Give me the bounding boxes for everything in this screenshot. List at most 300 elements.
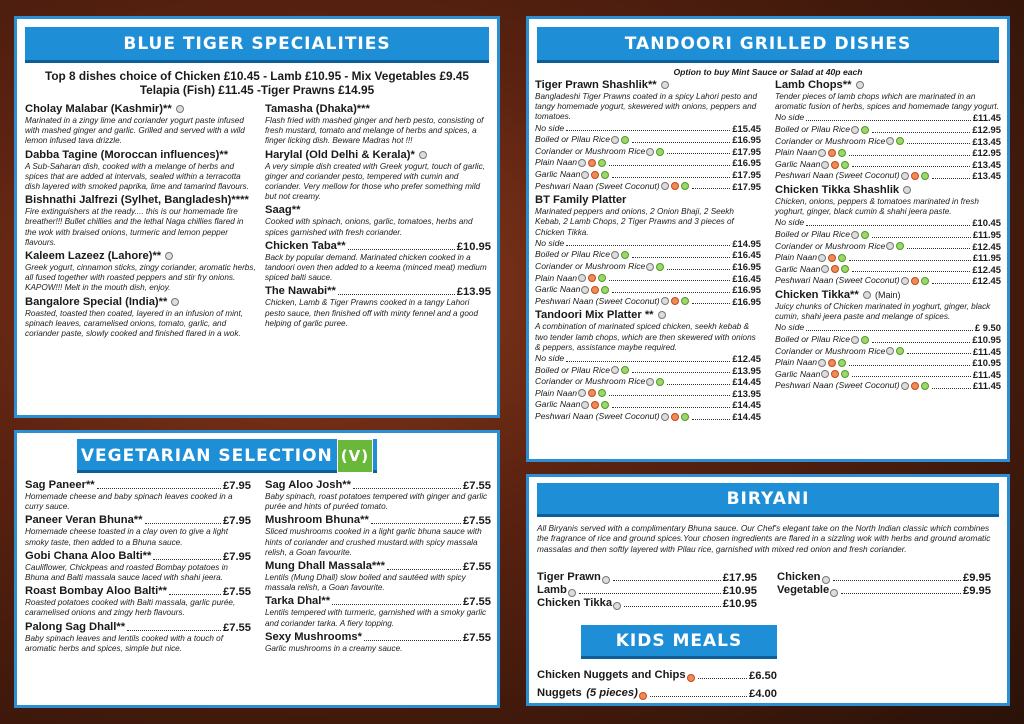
menu-item xyxy=(775,79,1001,182)
dot-leader xyxy=(624,606,721,607)
price-row-price: £10.95 xyxy=(972,357,1001,369)
price-row xyxy=(535,411,761,423)
dish-price: £7.55 xyxy=(463,480,491,492)
price-row-price: £14.45 xyxy=(732,376,761,388)
biryani-left-column xyxy=(537,571,757,610)
price-row-label: Boiled or Pilau Rice xyxy=(775,229,870,241)
price-row-price: £13.45 xyxy=(972,170,1001,182)
dot-leader xyxy=(153,559,221,560)
price-row-price: £16.95 xyxy=(732,295,761,307)
dot-leader xyxy=(387,569,461,570)
tandoori-panel xyxy=(526,16,1010,462)
price-row-price: £13.95 xyxy=(732,364,761,376)
price-row xyxy=(775,334,1001,346)
dietary-icon xyxy=(578,159,586,167)
dietary-icon xyxy=(831,161,839,169)
dish-description: Fire extinguishers at the ready.... this is our homemade fire breather!!! Bullet chillies and the lethal Naga chillies flared in the wok with braised onions, turmeric and lemon pepper flavours. xyxy=(25,207,244,247)
dish-name: Tiger Prawn xyxy=(537,571,601,583)
dot-leader xyxy=(667,153,730,154)
dietary-icon xyxy=(828,359,836,367)
price-row xyxy=(535,249,761,261)
dish-description: Chicken, onions, peppers & tomatoes marinated in fresh yoghurt, ginger, black cumin & shahi jeera paste. xyxy=(775,196,979,217)
price-row-price: £12.45 xyxy=(732,352,761,364)
menu-item xyxy=(265,103,491,147)
price-row-label: Plain Naan xyxy=(775,147,847,159)
price-row-label: Plain Naan xyxy=(535,273,607,285)
price-row-price: £16.95 xyxy=(732,157,761,169)
dot-leader xyxy=(872,132,970,133)
dietary-icon xyxy=(588,274,596,282)
menu-item xyxy=(25,103,257,147)
dish-description: Cauliflower, Chickpeas and roasted Bombay potatoes in Bhuna and Balti massala sauce laced with shahi jeera. xyxy=(25,562,228,583)
price-row-price: £11.45 xyxy=(972,368,1001,380)
info-icon xyxy=(903,186,911,194)
price-row xyxy=(535,365,761,377)
dish-price: £13.95 xyxy=(456,286,491,299)
info-icon xyxy=(661,81,669,89)
dot-leader xyxy=(348,249,455,250)
price-row-price: £12.45 xyxy=(972,240,1001,252)
dot-leader xyxy=(698,678,747,679)
price-row xyxy=(775,264,1001,276)
dot-leader xyxy=(97,488,221,489)
dietary-icon xyxy=(886,137,894,145)
menu-item xyxy=(265,595,491,628)
dot-leader xyxy=(872,237,971,238)
dish-name: Gobi Chana Aloo Balti** xyxy=(25,549,152,562)
price-row xyxy=(535,388,761,400)
dish-description: Homemade cheese and baby spinach leaves cooked in a curry sauce. xyxy=(25,492,233,512)
dietary-icon xyxy=(598,274,606,282)
menu-item xyxy=(25,585,251,618)
price-row-label: Peshwari Naan (Sweet Coconut) xyxy=(775,275,930,287)
dish-description: Homemade cheese toasted in a clay oven to give a light smoky taste, then added to a Bhuna sauce. xyxy=(25,527,228,547)
price-row-label: Peshwari Naan (Sweet Coconut) xyxy=(775,170,930,182)
biryani-title: BIRYANI xyxy=(726,489,810,509)
dietary-icon xyxy=(818,254,826,262)
dish-name: Cholay Malabar (Kashmir)** xyxy=(25,103,172,115)
tandoori-note: Option to buy Mint Sauce or Salad at 40p each xyxy=(673,67,863,77)
dot-leader xyxy=(852,166,970,167)
dot-leader xyxy=(932,283,971,284)
price-row-price: £17.95 xyxy=(732,145,761,157)
price-row xyxy=(535,376,761,388)
dish-name: Nuggets xyxy=(537,687,582,699)
dietary-icon xyxy=(838,149,846,157)
menu-item xyxy=(265,631,491,654)
dietary-icon xyxy=(838,359,846,367)
dish-price: £7.95 xyxy=(223,480,251,492)
dish-description: Tender pieces of lamb chops which are marinated in an aromatic fusion of herbs, spices and homemade tangy yogurt. xyxy=(775,92,999,112)
kids-column xyxy=(537,669,777,700)
dietary-icon xyxy=(656,378,664,386)
price-row-price: £13.95 xyxy=(732,387,761,399)
dietary-icon xyxy=(901,382,909,390)
dot-leader xyxy=(566,245,730,246)
menu-item xyxy=(25,550,251,583)
price-row-price: £16.45 xyxy=(732,249,761,261)
dot-leader xyxy=(579,593,721,594)
dish-description: Sliced mushrooms cooked in a light garlic bhuna sauce with hints of coriander and crushed mustard.with spicy massala relish, a Goan favourite. xyxy=(265,527,482,557)
menu-item xyxy=(265,560,491,593)
dietary-icon xyxy=(611,251,619,259)
price-row-label: Coriander or Mushroom Rice xyxy=(535,376,665,388)
price-row xyxy=(775,159,1001,171)
price-row-label: Coriander or Mushroom Rice xyxy=(775,136,905,148)
dietary-icon xyxy=(591,286,599,294)
dot-leader xyxy=(692,188,731,189)
dot-leader xyxy=(806,225,970,226)
dietary-icon xyxy=(621,366,629,374)
dot-leader xyxy=(332,604,461,605)
dish-name: Chicken Taba** xyxy=(265,239,346,252)
biryani-description: All Biryanis served with a complimentary Bhuna sauce. Our Chef's elegant take on the North Indian classic which combines the fragrance of rice and ground spices.Your chosen ingredients are flared in a sizzling wok with herbs and ground aromatic massalas and then softly layered with Pilau rice, garnished with mixed red onion and fresh coriander. xyxy=(537,523,991,554)
price-row-label: Boiled or Pilau Rice xyxy=(535,134,630,146)
price-row-label: Boiled or Pilau Rice xyxy=(775,334,870,346)
dish-name: Chicken Nuggets and Chips xyxy=(537,669,686,681)
dish-description: A combination of marinated spiced chicken, seekh kebab & two tender lamb chops, which are then skewered with onions & peppers, assistance maybe required. xyxy=(535,322,756,352)
price-row-label: Peshwari Naan (Sweet Coconut) xyxy=(535,181,690,193)
dot-leader xyxy=(667,269,730,270)
dish-description: Lentils (Mung Dhall) slow boiled and sautéed with spicy massala relish, a Goan favourite. xyxy=(265,573,466,593)
price-row-price: £11.95 xyxy=(972,252,1001,264)
dietary-icon xyxy=(911,382,919,390)
dietary-icon xyxy=(901,172,909,180)
dot-leader xyxy=(852,271,970,272)
price-row-price: £11.45 xyxy=(972,380,1001,392)
dish-price: £7.95 xyxy=(223,550,251,563)
menu-item xyxy=(25,514,251,547)
dot-leader xyxy=(613,580,721,581)
menu-item xyxy=(25,621,251,654)
dietary-icon xyxy=(861,126,869,134)
dot-leader xyxy=(806,330,973,331)
dish-name: Harylal (Old Delhi & Kerala)* xyxy=(265,148,415,161)
dietary-icon xyxy=(851,126,859,134)
price-row xyxy=(775,252,1001,264)
dietary-icon xyxy=(921,172,929,180)
dish-price: £4.00 xyxy=(749,688,777,700)
dish-name: Bangalore Special (India)** xyxy=(25,295,168,308)
biryani-item xyxy=(537,584,757,597)
dietary-icon xyxy=(896,137,904,145)
dot-leader xyxy=(852,376,970,377)
dish-name: Bishnathi Jalfrezi (Sylhet, Bangladesh)**** xyxy=(25,194,249,207)
menu-item xyxy=(265,204,491,237)
price-row-label: Coriander or Mushroom Rice xyxy=(775,241,905,253)
dot-leader xyxy=(833,580,961,581)
tandoori-right-column xyxy=(775,79,1001,394)
price-row xyxy=(535,261,761,273)
dish-price: £7.55 xyxy=(463,631,491,644)
dietary-icon xyxy=(671,182,679,190)
dish-name: Roast Bombay Aloo Balti** xyxy=(25,585,167,598)
info-icon xyxy=(171,298,179,306)
biryani-item xyxy=(537,597,757,610)
dietary-icon xyxy=(821,370,829,378)
dot-leader xyxy=(612,292,730,293)
dish-description: Roasted potatoes cooked with Balti massala, garlic purée, caramelised onions and zingy herb flavours. xyxy=(25,598,236,618)
info-icon xyxy=(856,81,864,89)
dish-name: Dabba Tagine (Moroccan influences)** xyxy=(25,148,229,161)
price-row-price: £17.95 xyxy=(732,180,761,192)
dietary-icon xyxy=(646,263,654,271)
price-row xyxy=(535,296,761,308)
dish-price: £7.55 xyxy=(463,596,491,609)
dietary-icon xyxy=(861,336,869,344)
dish-name: Lamb xyxy=(537,584,567,596)
dish-name: BT Family Platter xyxy=(535,194,627,207)
menu-item xyxy=(265,514,491,558)
price-row xyxy=(775,217,1001,229)
specialities-banner xyxy=(25,27,489,63)
specialities-right-column xyxy=(265,103,491,331)
dot-leader xyxy=(612,407,730,408)
biryani-item xyxy=(777,571,991,584)
dietary-icon xyxy=(831,265,839,273)
dietary-icon xyxy=(578,389,586,397)
price-row-label: Boiled or Pilau Rice xyxy=(535,365,630,377)
price-row-label: Garlic Naan xyxy=(775,264,850,276)
tandoori-title: TANDOORI GRILLED DISHES xyxy=(624,34,912,54)
child-icon xyxy=(639,692,647,700)
dietary-icon xyxy=(911,277,919,285)
price-row-label: No side xyxy=(535,237,565,248)
price-row xyxy=(775,136,1001,148)
price-row-price: £11.95 xyxy=(972,228,1001,240)
dietary-icon xyxy=(601,286,609,294)
dish-description: Marinated peppers and onions, 2 Onion Bhaji, 2 Seekh Kebab, 2 Lamb Chops, 2 Tiger Prawns and 3 pieces of Chicken Tikka. xyxy=(535,207,734,237)
dish-name: Tandoori Mix Platter ** xyxy=(535,309,654,322)
dietary-icon xyxy=(831,370,839,378)
price-row xyxy=(775,229,1001,241)
price-row xyxy=(775,147,1001,159)
dot-leader xyxy=(353,488,461,489)
price-row-label: Garlic Naan xyxy=(775,159,850,171)
info-icon xyxy=(658,311,666,319)
price-row-label: Garlic Naan xyxy=(535,284,610,296)
dot-leader xyxy=(632,142,730,143)
dietary-icon xyxy=(671,413,679,421)
dot-leader xyxy=(650,696,747,697)
menu-item xyxy=(775,184,1001,287)
dish-price: £7.55 xyxy=(223,586,251,599)
dish-name: Paneer Veran Bhuna** xyxy=(25,514,143,527)
price-row xyxy=(775,346,1001,358)
dish-description: Cooked with spinach, onions, garlic, tomatoes, herbs and spices garnished with fresh coriander. xyxy=(265,217,473,237)
menu-item xyxy=(265,149,491,203)
menu-item xyxy=(25,250,257,294)
menu-item xyxy=(265,240,491,284)
price-row-label: Boiled or Pilau Rice xyxy=(535,249,630,261)
kids-item xyxy=(537,682,777,700)
price-row-label: Garlic Naan xyxy=(535,399,610,411)
dish-price: £7.95 xyxy=(223,515,251,528)
dot-leader xyxy=(609,165,730,166)
dietary-icon xyxy=(911,172,919,180)
dish-price: £9.95 xyxy=(963,585,991,597)
menu-item xyxy=(535,79,761,192)
info-icon xyxy=(419,151,427,159)
dietary-icon xyxy=(841,265,849,273)
dot-leader xyxy=(127,630,221,631)
dietary-icon xyxy=(821,265,829,273)
price-row-label: Coriander or Mushroom Rice xyxy=(535,261,665,273)
dish-suffix: (Main) xyxy=(874,289,901,300)
dietary-icon xyxy=(598,159,606,167)
dot-leader xyxy=(692,419,731,420)
price-row-price: £12.95 xyxy=(972,124,1001,135)
dish-name: Mung Dhall Massala*** xyxy=(265,560,385,573)
specialities-intro-line2: Telapia (Fish) £11.45 -Tiger Prawns £14.95 xyxy=(139,83,375,97)
price-row xyxy=(775,275,1001,287)
price-row-label: Peshwari Naan (Sweet Coconut) xyxy=(775,380,930,392)
price-row-price: £12.95 xyxy=(972,147,1001,159)
price-row-price: £11.45 xyxy=(972,345,1001,357)
dish-description: Chicken, Lamb & Tiger Prawns cooked in a tangy Lahori pesto sauce, then finished off with minty fennel and a good helping of garlic puree. xyxy=(265,298,479,328)
price-row-label: Plain Naan xyxy=(535,388,607,400)
dish-name: Sag Aloo Josh** xyxy=(265,479,351,491)
tandoori-banner xyxy=(537,27,999,63)
dietary-icon xyxy=(591,171,599,179)
dish-description: Bangladeshi Tiger Prawns coated in a spicy Lahori pesto and tangy homemade yogurt, skewered with onions, peppers and tomatoes. xyxy=(535,92,758,122)
menu-item xyxy=(265,285,491,329)
vegetarian-badge: (V) xyxy=(337,439,373,473)
dietary-icon xyxy=(611,136,619,144)
dish-description: Juicy chunks of Chicken marinated in yoghurt, ginger, black cumin, shahi jeera paste and melange of spices. xyxy=(775,301,991,322)
dietary-icon xyxy=(656,263,664,271)
dietary-icon xyxy=(661,413,669,421)
dietary-icon xyxy=(681,182,689,190)
dot-leader xyxy=(566,130,730,131)
dish-description: A Sub-Saharan dish, cooked with a melange of herbs and spices that are added at intervals, sealed within a terracotta dish layered with smoked paprika, lime and tamarind flavours. xyxy=(25,161,249,192)
dietary-icon xyxy=(591,401,599,409)
price-row xyxy=(535,123,761,135)
dot-leader xyxy=(566,361,730,362)
dish-price: £17.95 xyxy=(722,572,757,584)
price-row xyxy=(775,357,1001,369)
menu-item xyxy=(25,194,257,248)
info-icon xyxy=(863,291,871,299)
dietary-icon xyxy=(598,389,606,397)
price-row xyxy=(535,284,761,296)
dietary-icon xyxy=(661,297,669,305)
dietary-icon xyxy=(896,242,904,250)
dish-name: Kaleem Lazeez (Lahore)** xyxy=(25,250,162,263)
price-row xyxy=(535,157,761,169)
dish-name: Chicken Tikka** xyxy=(775,288,859,301)
dish-name: Chicken Tikka xyxy=(537,597,613,609)
dietary-icon xyxy=(818,359,826,367)
dish-description: Marinated in a zingy lime and coriander yogurt paste infused with mashed ginger and garlic. Grilled and served with a wild lemon infused tava drizzle. xyxy=(25,116,245,146)
dot-leader xyxy=(849,155,970,156)
price-row xyxy=(535,146,761,158)
dietary-icon xyxy=(851,336,859,344)
dietary-icon xyxy=(578,274,586,282)
info-icon xyxy=(830,589,838,597)
tandoori-left-column xyxy=(535,79,761,425)
info-icon xyxy=(822,576,830,584)
price-row xyxy=(775,322,1001,334)
dietary-icon xyxy=(671,297,679,305)
menu-item xyxy=(775,289,1001,392)
kids-item xyxy=(537,669,777,682)
price-row-price: £15.45 xyxy=(732,122,761,134)
dish-name: Tiger Prawn Shashlik** xyxy=(535,79,657,91)
vegetarian-panel xyxy=(14,430,500,708)
price-row-label: No side xyxy=(775,322,805,333)
price-row-label: Peshwari Naan (Sweet Coconut) xyxy=(535,411,690,423)
price-row-price: £13.45 xyxy=(972,158,1001,170)
dot-leader xyxy=(371,523,461,524)
dietary-icon xyxy=(581,401,589,409)
dot-leader xyxy=(841,593,961,594)
price-row-price: £ 9.50 xyxy=(974,322,1001,334)
dish-description: Baby spinach, roast potatoes tempered with ginger and garlic purée and hints of puréed tomato. xyxy=(265,492,488,512)
dot-leader xyxy=(145,523,221,524)
dietary-icon xyxy=(588,159,596,167)
price-row-price: £11.45 xyxy=(972,112,1001,124)
price-row-label: No side xyxy=(535,352,565,363)
dietary-icon xyxy=(896,347,904,355)
dietary-icon xyxy=(601,401,609,409)
dot-leader xyxy=(806,120,971,121)
price-row xyxy=(775,380,1001,392)
menu-item xyxy=(25,149,257,193)
vegetarian-title: VEGETARIAN SELECTION xyxy=(80,446,333,466)
price-row-price: £16.95 xyxy=(732,134,761,146)
price-row xyxy=(535,181,761,193)
dish-name: Tamasha (Dhaka)*** xyxy=(265,103,370,115)
specialities-title: BLUE TIGER SPECIALITIES xyxy=(123,34,391,54)
dietary-icon xyxy=(621,136,629,144)
dietary-icon xyxy=(861,231,869,239)
dietary-icon xyxy=(838,254,846,262)
biryani-item xyxy=(537,571,757,584)
dish-description: Baby spinach leaves and lentils cooked with a touch of aromatic herbs and spices, simple but nice. xyxy=(25,633,223,653)
price-row xyxy=(535,399,761,411)
dish-description: Lentils tempered with turmeric, garnished with a smoky garlic and coriander tarka. A fiery topping. xyxy=(265,608,487,628)
price-row xyxy=(775,112,1001,124)
dietary-icon xyxy=(646,148,654,156)
price-row-label: Garlic Naan xyxy=(535,169,610,181)
price-row-label: Coriander or Mushroom Rice xyxy=(775,346,905,358)
menu-item xyxy=(25,296,257,340)
dietary-icon xyxy=(886,242,894,250)
dot-leader xyxy=(907,353,971,354)
price-row-price: £14.45 xyxy=(732,399,761,411)
dish-description: A very simple dish created with Greek yogurt, touch of garlic, ginger and coriander pesto, tempered with cumin and coriander. Very mellow for those who prefer something mild but not creamy. xyxy=(265,161,485,202)
biryani-panel xyxy=(526,474,1010,706)
price-row-label: Plain Naan xyxy=(775,252,847,264)
price-row xyxy=(775,369,1001,381)
dot-leader xyxy=(632,257,730,258)
dish-name: Tarka Dhal** xyxy=(265,595,331,608)
dish-name: Lamb Chops** xyxy=(775,79,852,91)
price-row-price: £16.95 xyxy=(732,284,761,296)
price-row xyxy=(775,170,1001,182)
menu-item xyxy=(25,479,251,512)
menu-item xyxy=(535,194,761,307)
dish-price: £10.95 xyxy=(456,240,491,253)
price-row-label: Peshwari Naan (Sweet Coconut) xyxy=(535,296,690,308)
dish-name: The Nawabi** xyxy=(265,285,336,298)
dietary-icon xyxy=(851,231,859,239)
dish-name: Vegetable xyxy=(777,584,830,596)
dish-price: £10.95 xyxy=(722,598,757,610)
price-row-price: £16.95 xyxy=(732,260,761,272)
dietary-icon xyxy=(621,251,629,259)
